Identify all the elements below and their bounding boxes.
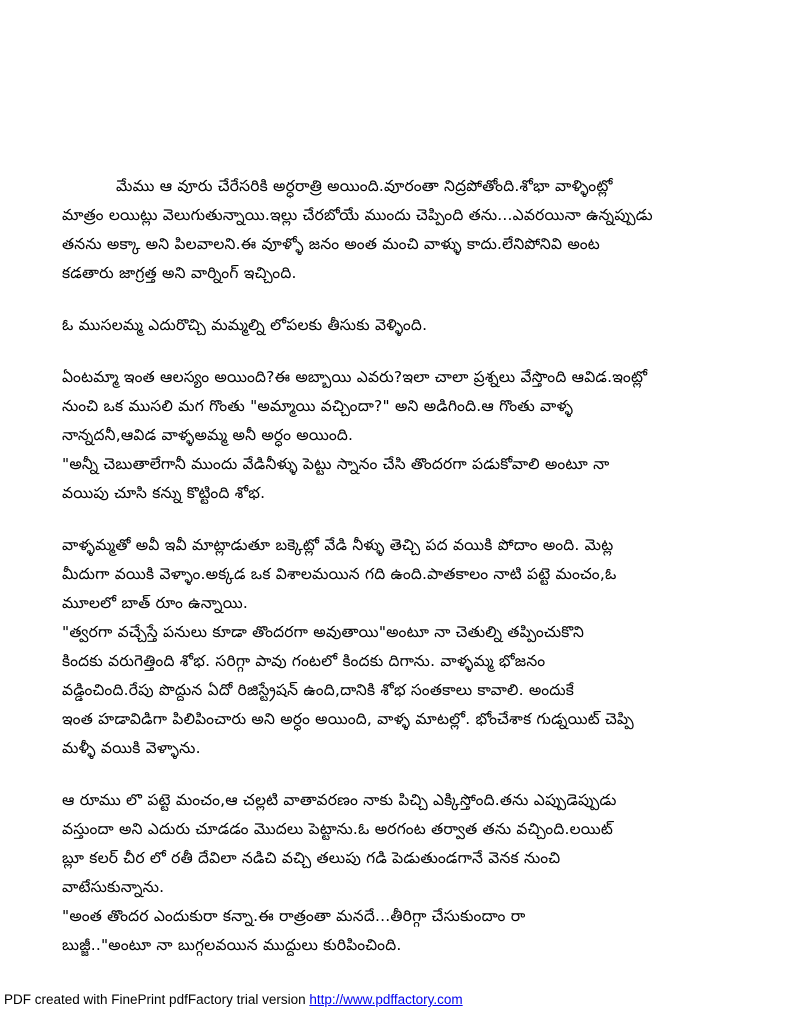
text-line: వాళ్ళమ్మతో అవీ ఇవీ మాట్లాడుతూ బక్కెట్లో వేడి నీళ్ళు తెచ్చి పద వయికి పోదాం అంది. మెట్ల <box>62 536 614 554</box>
text-line: "అన్నీ చెబుతాలేగానీ ముందు వేడినీళ్ళు పెట్టు స్నానం చేసి తొందరగా పడుకోవాలి అంటూ నా <box>62 455 610 473</box>
text-line: ఏంటమ్మా ఇంత ఆలస్యం అయింది?ఈ అబ్బాయి ఎవరు?ఇలా చాలా ప్రశ్నలు వేస్తొంది ఆవిడ.ఇంట్లో <box>62 368 648 386</box>
text-line: వయిపు చూసి కన్ను కొట్టింది శోభ. <box>62 484 266 502</box>
text-line: "త్వరగా వచ్చేస్తే పనులు కూడా తొందరగా అవుతాయి"అంటూ నా చెతుల్ని తప్పించుకొని <box>62 623 585 641</box>
paragraph <box>62 172 782 288</box>
pdf-footer <box>4 992 463 1007</box>
paragraph-gap <box>62 763 782 786</box>
text-line: ఇంత హడావిడిగా పిలిపించారు అని అర్ధం అయింది, వాళ్ళ మాటల్లో. భోంచేశాక గుడ్నయిట్ చెప్పి <box>62 710 634 728</box>
text-line: నుంచి ఒక ముసలి మగ గొంతు "అమ్మాయి వచ్చిందా?" అని అడిగింది.ఆ గొంతు వాళ్ళ <box>62 397 574 415</box>
text-line: ఓ ముసలమ్మ ఎదురొచ్చి మమ్మల్ని లోపలకు తీసుకు వెళ్ళింది. <box>62 316 428 334</box>
text-line: కడతారు జాగ్రత్త అని వార్నింగ్ ఇచ్చింది. <box>62 264 297 282</box>
footer-text: PDF created with FinePrint pdfFactory trial version <box>4 992 310 1007</box>
text-line: తనను అక్కా అని పిలవాలని.ఈ వూళ్ళో జనం అంత మంచి వాళ్ళు కాదు.లేనిపోనివి అంట <box>62 235 600 253</box>
text-line: మాత్రం లయిట్లు వెలుగుతున్నాయి.ఇల్లు చేరబోయే ముందు చెప్పింది తను...ఎవరయినా ఉన్నప్పుడు <box>62 206 653 224</box>
text-line: వడ్డించింది.రేపు పొద్దున ఏదో రిజిస్ట్రేషన్ ఉంది,దానికి శోభ సంతకాలు కావాలి. అందుకే <box>62 681 575 699</box>
text-line: వస్తుందా అని ఎదురు చూడడం మొదలు పెట్టాను.ఓ అరగంట తర్వాత తను వచ్చింది.లయిట్ <box>62 820 614 838</box>
text-line: బుజ్జీ.."అంటూ నా బుగ్గలవయిన ముద్దులు కురిపించింది. <box>62 936 402 954</box>
footer-link[interactable]: http://www.pdffactory.com <box>309 992 463 1007</box>
text-line: "అంత తొందర ఎందుకురా కన్నా.ఈ రాత్రంతా మనదే...తీరిగ్గా చేసుకుందాం రా <box>62 907 526 925</box>
paragraph-gap <box>62 508 782 531</box>
text-line: మీదుగా వయికి వెళ్ళాం.అక్కడ ఒక విశాలమయిన గది ఉంది.పాతకాలం నాటి పట్టె మంచం,ఓ <box>62 565 617 583</box>
text-line: మూలలో బాత్ రూం ఉన్నాయి. <box>62 594 248 612</box>
paragraph <box>62 311 782 340</box>
text-line: ఆ రూము లొ పట్టె మంచం,ఆ చల్లటి వాతావరణం నాకు పిచ్చి ఎక్కిస్తోంది.తను ఎప్పుడెప్పుడు <box>62 791 617 809</box>
text-line: నాన్నదనీ,ఆవిడ వాళ్ళఅమ్మ అనీ అర్ధం అయింది. <box>62 426 354 444</box>
paragraph <box>62 363 782 508</box>
paragraph <box>62 786 782 960</box>
text-line: వాటేసుకున్నాను. <box>62 878 165 896</box>
text-line: మళ్ళీ వయికి వెళ్ళాను. <box>62 739 201 757</box>
paragraph-gap <box>62 340 782 363</box>
paragraph <box>62 531 782 763</box>
text-line: కిందకు వరుగెత్తింది శోభ. సరిగ్గా పావు గంటలో కిందకు దిగాను. వాళ్ళమ్మ భోజనం <box>62 652 546 670</box>
story-body <box>62 172 782 960</box>
text-line: బ్లూ కలర్ చీర లో రతీ దేవిలా నడిచి వచ్చి తలుపు గడి పెడుతుండగానే వెనక నుంచి <box>62 849 561 867</box>
paragraph-gap <box>62 288 782 311</box>
text-line: మేము ఆ వూరు చేరేసరికి అర్ధరాత్రి అయింది.వూరంతా నిద్రపోతోంది.శోభా వాళ్ళింట్లో <box>116 177 613 195</box>
